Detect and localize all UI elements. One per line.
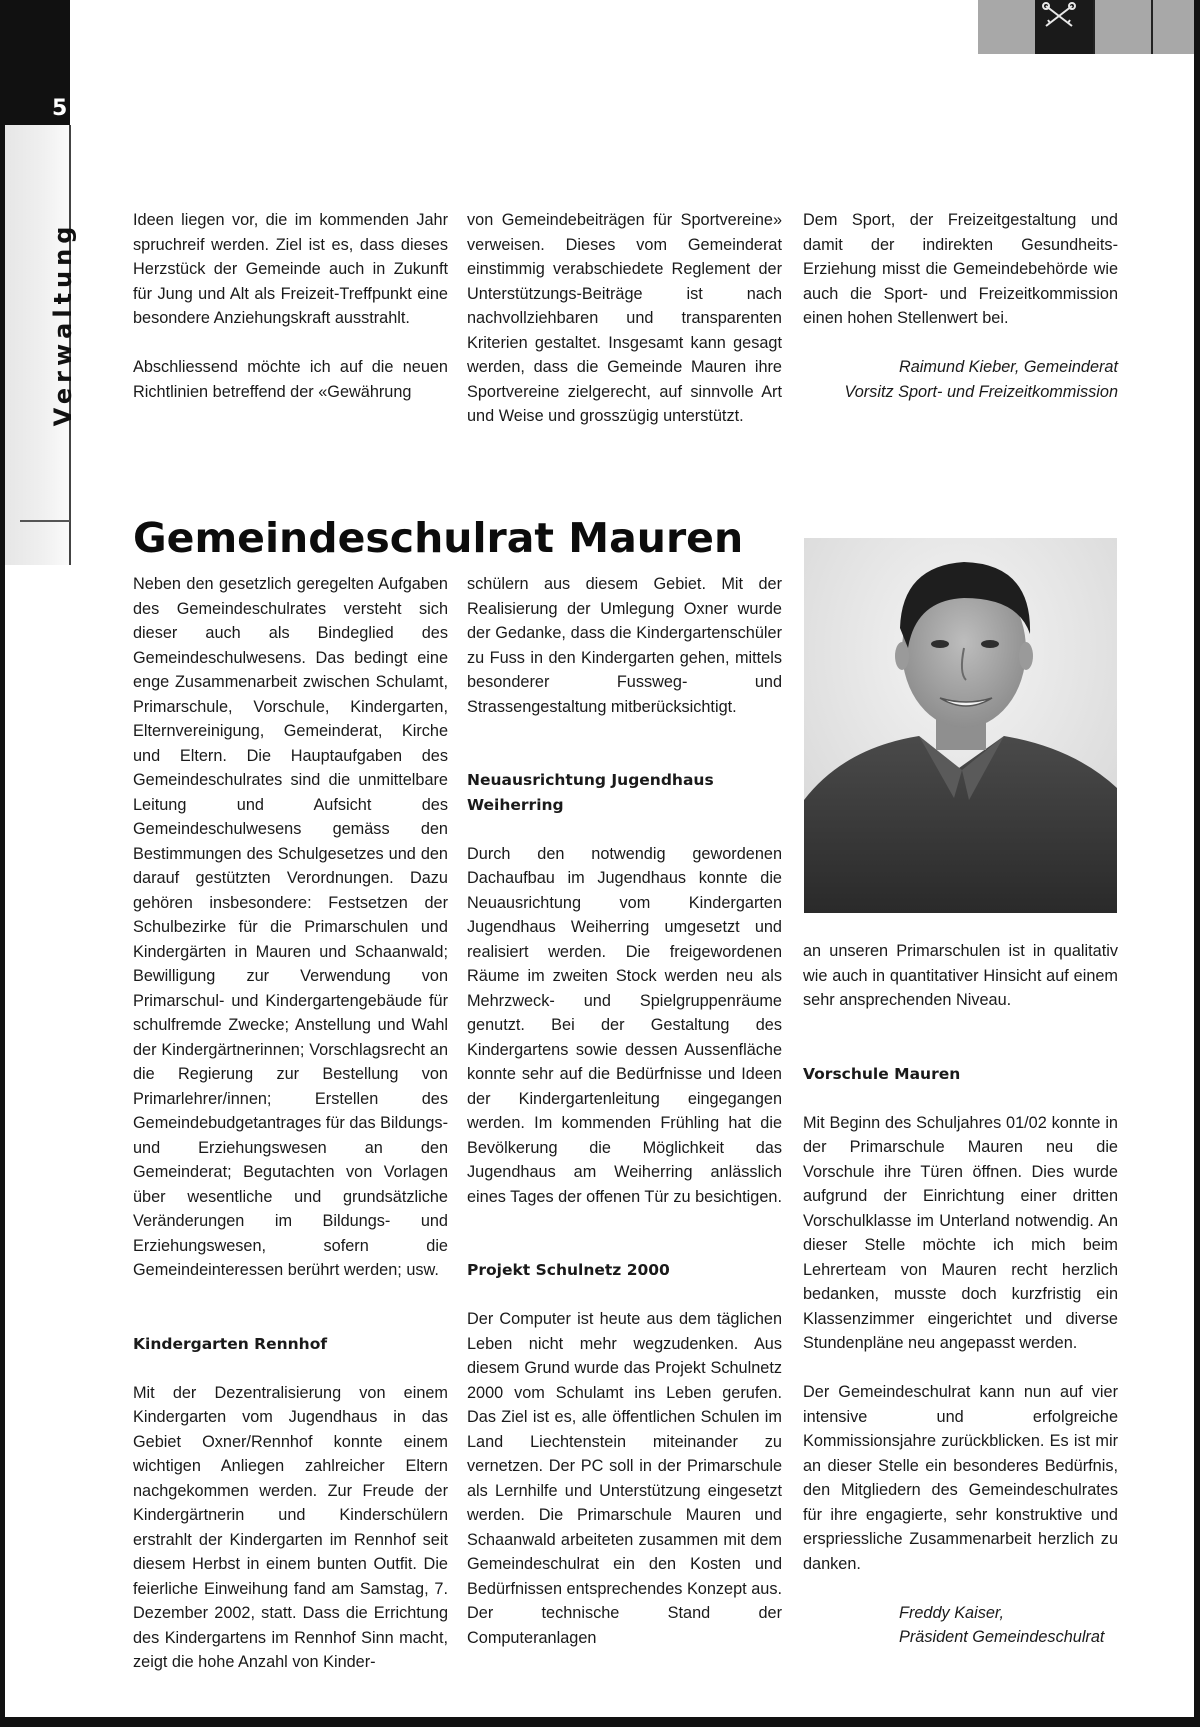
paragraph: an unseren Primarschulen ist in qualitativ wie auch in quantitativer Hinsicht auf einem sehr ansprechenden Niveau. xyxy=(803,942,1118,1009)
signature xyxy=(803,355,1118,404)
top-column-2 xyxy=(467,208,782,429)
header-divider xyxy=(1151,0,1153,54)
paragraph: Abschliessend möchte ich auf die neuen Richtlinien betreffend der «Gewährung xyxy=(133,358,448,401)
paragraph: Dem Sport, der Freizeitgestaltung und damit der indirekten Gesundheits-Erziehung misst die Gemeindebehörde wie auch die Sport- und Freizeitkommission einen hohen Stellenwert bei. xyxy=(803,211,1118,327)
page-border-right xyxy=(1194,0,1200,1727)
paragraph: Der Computer ist heute aus dem täglichen Leben nicht mehr wegzudenken. Aus diesem Grund wurde das Projekt Schulnetz 2000 vom Schulamt ins Leben gerufen. Das Ziel ist es, alle öffentlichen Schulen im Land Liechtenstein miteinander zu vernetzen. Der PC soll in der Primarschule als Lernhilfe und Unterstützung eingesetzt werden. Die Primarschule Mauren und Schaanwald arbeiteten zusammen mit dem Gemeindeschulrat ein den Kosten und Bedürfnissen entsprechendes Konzept aus. Der technische Stand der Computeranlagen xyxy=(467,1310,782,1647)
page-number: 5 xyxy=(52,96,68,121)
header-divider xyxy=(1093,0,1095,54)
subheading: Vorschule Mauren xyxy=(803,1064,961,1083)
article-column-3 xyxy=(803,939,1118,1650)
paragraph: Mit der Dezentralisierung von einem Kindergarten vom Jugendhaus in das Gebiet Oxner/Rennhof konnte einem wichtigen Anliegen zahlreicher Eltern nachgekommen werden. Zur Freude der Kindergärtnerin und Kinderschülern erstrahlt der Kindergarten im Rennhof seit diesem Herbst in einem bunten Outfit. Die feierliche Einweihung fand am Samstag, 7. Dezember 2002, statt. Dass die Errichtung des Kindergartens im Rennhof Sinn macht, zeigt die hohe Anzahl von Kinder- xyxy=(133,1383,448,1671)
signature-role: Vorsitz Sport- und Freizeitkommission xyxy=(844,382,1118,401)
section-strip-rule xyxy=(20,520,70,522)
paragraph: Durch den notwendig gewordenen Dachaufbau im Jugendhaus konnte die Neuausrichtung vom Kindergarten Jugendhaus Weiherring umgesetzt und realisiert werden. Die freigewordenen Räume im zweiten Stock werden neu als Mehrzweck- und Spielgruppenräume genutzt. Bei der Gestaltung des Kindergartens sowie dessen Aussenfläche konnte sehr auf die Bedürfnisse und Ideen der Kindergartenleitung eingegangen werden. Im kommenden Frühling hat die Bevölkerung die Möglichkeit das Jugendhaus am Weiherring anlässlich eines Tages der offenen Tür zu besichtigen. xyxy=(467,844,782,1206)
signature-name: Freddy Kaiser, xyxy=(899,1603,1004,1622)
article-column-1 xyxy=(133,572,448,1675)
subheading: Neuausrichtung Jugendhaus Weiherring xyxy=(467,771,714,814)
paragraph: Der Gemeindeschulrat kann nun auf vier intensive und erfolgreiche Kommissionsjahre zurückblicken. Es ist mir an dieser Stelle ein besonderes Bedürfnis, den Mitgliedern des Gemeindeschulrates für ihre engagierte, sehr konstruktive und erspriessliche Zusammenarbeit herzlich zu danken. xyxy=(803,1383,1118,1573)
crossed-keys-icon xyxy=(1040,2,1080,30)
article-title: Gemeindeschulrat Mauren xyxy=(133,514,744,562)
paragraph: Ideen liegen vor, die im kommenden Jahr spruchreif werden. Ziel ist es, dass dieses Herzstück der Gemeinde auch in Zukunft für Jung und Alt als Freizeit-Treffpunkt eine besondere Anziehungskraft ausstrahlt. xyxy=(133,211,448,327)
paragraph: schülern aus diesem Gebiet. Mit der Realisierung der Umlegung Oxner wurde der Gedanke, dass die Kindergartenschüler zu Fuss in den Kindergarten gehen, mittels besonderer Fussweg- und Strassengestaltung mitberücksichtigt. xyxy=(467,575,782,716)
paragraph: Mit Beginn des Schuljahres 01/02 konnte in der Primarschule Mauren neu die Vorschule ihre Türen öffnen. Dies wurde aufgrund der Einrichtung einer dritten Vorschulklasse im Unterland notwendig. An dieser Stelle möchte ich mich beim Lehrerteam von Mauren recht herzlich bedanken, musste doch kurzfristig ein Klassenzimmer eingerichtet und diverse Stundenpläne neu angepasst werden. xyxy=(803,1113,1118,1352)
paragraph: Neben den gesetzlich geregelten Aufgaben des Gemeindeschulrates versteht sich dieser auch als Bindeglied des Gemeindeschulwesens. Das bedingt eine enge Zusammenarbeit zwischen Schulamt, Primarschule, Vorschule, Kindergarten, Elternvereinigung, Gemeinderat, Kirche und Eltern. Die Hauptaufgaben des Gemeindeschulrates sind die unmittelbare Leitung und Aufsicht des Gemeindeschulwesens gemäss den Bestimmungen des Schulgesetzes und den darauf gestützten Verordnungen. Dazu gehören insbesondere: Festsetzen der Schulbezirke für die Primarschulen und Kindergärten in Mauren und Schaanwald; Bewilligung zur Verwendung von Primarschul- und Kindergartengebäude für schulfremde Zwecke; Anstellung und Wahl der Kindergärtnerinnen; Vorschlagsrecht an die Regierung zur Bestellung von Primarlehrer/innen; Erstellen des Gemeindebudgetantrages für das Bildungs- und Erziehungswesen an den Gemeinderat; Begutachten von Vorlagen über wesentliche und grundsätzliche Veränderungen im Bildungs- und Erziehungswesen, sofern die Gemeindeinteressen berührt werden; usw. xyxy=(133,575,448,1279)
signature xyxy=(803,1601,1118,1650)
subheading: Kindergarten Rennhof xyxy=(133,1334,328,1353)
section-label: Verwaltung xyxy=(49,221,77,427)
page-border-bottom xyxy=(0,1717,1200,1727)
article-column-2 xyxy=(467,572,782,1650)
top-column-1 xyxy=(133,208,448,404)
portrait-photo xyxy=(804,538,1117,913)
paragraph: von Gemeindebeiträgen für Sportvereine» verweisen. Dieses vom Gemeinderat einstimmig verabschiedete Reglement der Unterstützungs-Beiträge ist nach nachvollziehbaren und transparenten Kriterien gestaltet. Insgesamt kann gesagt werden, dass die Gemeinde Mauren ihre Sportvereine zielgerecht, auf sinnvolle Art und Weise und grosszügig unterstützt. xyxy=(467,211,782,425)
signature-role: Präsident Gemeindeschulrat xyxy=(899,1628,1105,1646)
top-column-3 xyxy=(803,208,1118,404)
subheading: Projekt Schulnetz 2000 xyxy=(467,1261,670,1279)
signature-name: Raimund Kieber, Gemeinderat xyxy=(898,358,1118,376)
